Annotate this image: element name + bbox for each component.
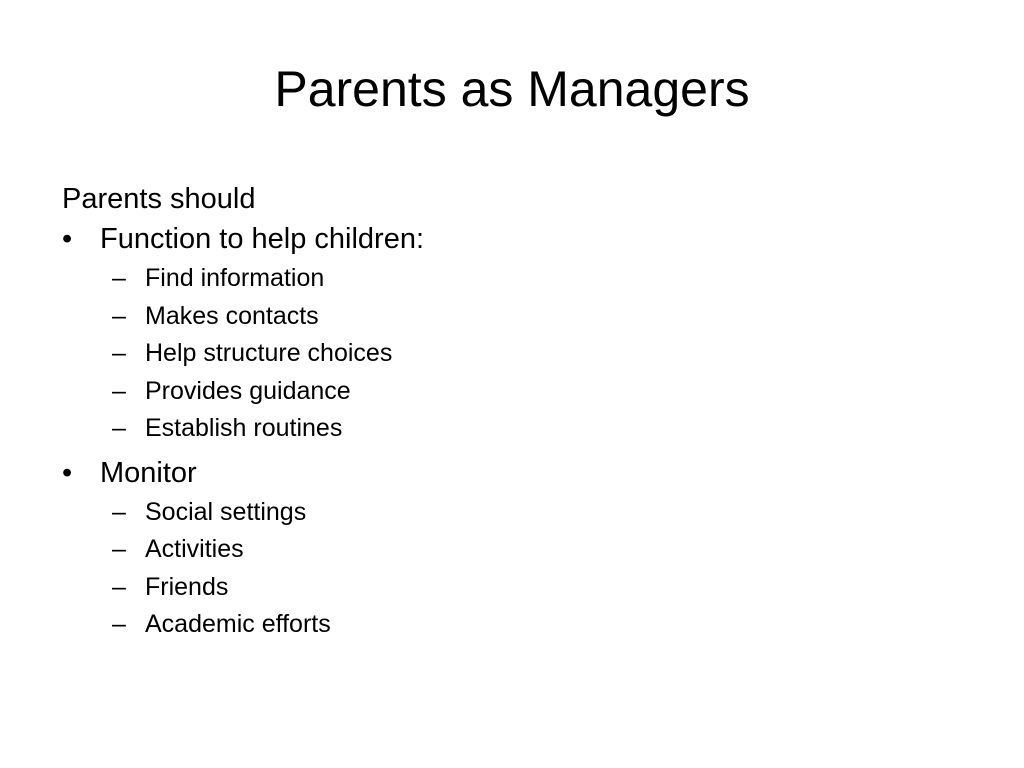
sub-item-text: Provides guidance (145, 376, 351, 405)
sub-item-text: Friends (145, 572, 229, 601)
sub-item (62, 606, 962, 644)
sub-item (62, 494, 962, 532)
sub-item (62, 410, 962, 448)
sub-item-text: Find information (145, 264, 325, 292)
dash-icon: – (112, 376, 126, 405)
slide-body (62, 180, 962, 650)
dash-icon: – (112, 610, 126, 638)
intro-text: Parents should (62, 183, 256, 215)
dash-icon: – (112, 339, 126, 367)
sub-item-text: Activities (145, 535, 244, 563)
sub-item-text: Academic efforts (145, 610, 331, 638)
bullet-item (62, 220, 962, 454)
bullet-text: Function to help children: (100, 223, 425, 255)
sub-item (62, 373, 962, 411)
sub-item (62, 298, 962, 336)
sub-item (62, 335, 962, 373)
dash-icon: – (112, 497, 126, 526)
sub-item-text: Establish routines (145, 414, 343, 442)
sub-item-text: Help structure choices (145, 339, 393, 367)
sub-item-text: Makes contacts (145, 301, 319, 330)
sub-item-text: Social settings (145, 497, 307, 526)
bullet-icon: • (62, 456, 73, 489)
sub-item (62, 260, 962, 298)
sub-item (62, 531, 962, 569)
bullet-text: Monitor (100, 456, 197, 489)
sub-item (62, 569, 962, 607)
bullet-icon: • (62, 223, 73, 255)
sub-list (62, 260, 962, 454)
bullet-list (62, 220, 962, 650)
dash-icon: – (112, 535, 126, 563)
dash-icon: – (112, 264, 126, 292)
sub-list (62, 494, 962, 650)
dash-icon: – (112, 414, 126, 442)
dash-icon: – (112, 301, 126, 330)
bullet-item (62, 454, 962, 650)
slide-title: Parents as Managers (274, 61, 750, 117)
dash-icon: – (112, 572, 126, 601)
